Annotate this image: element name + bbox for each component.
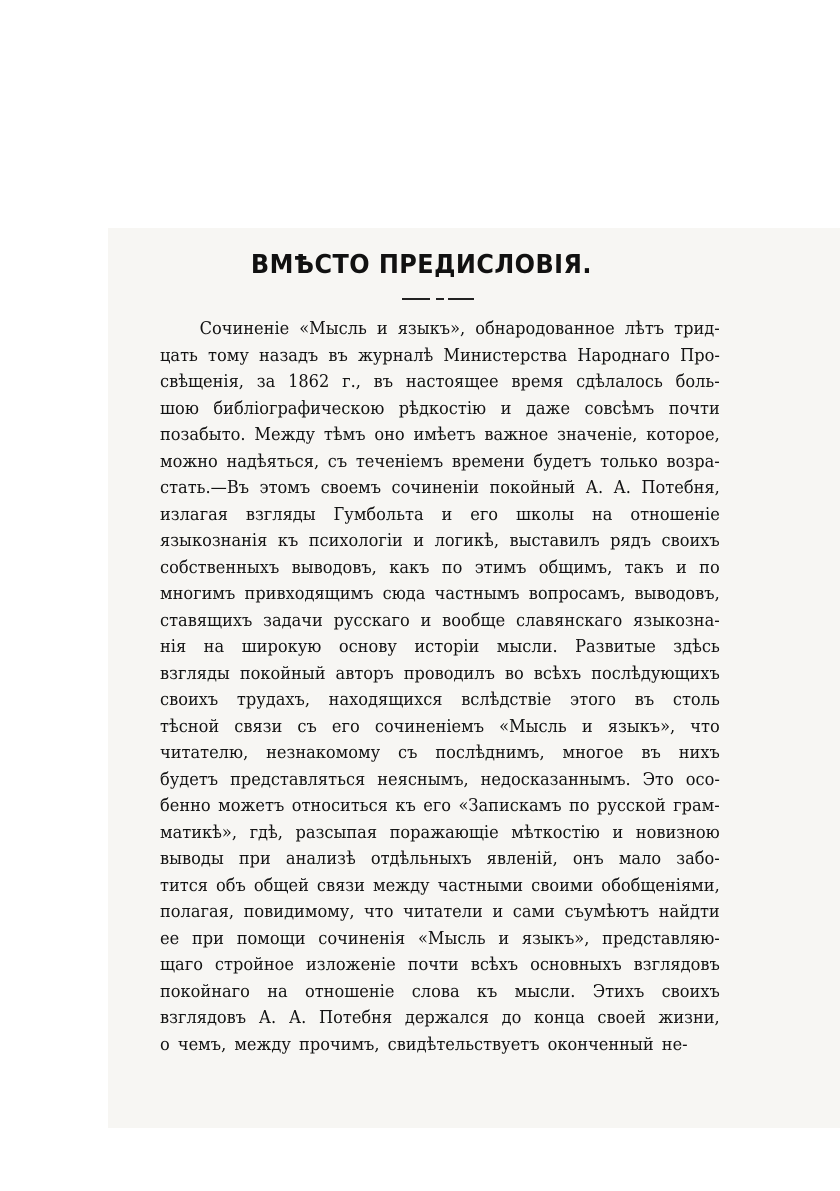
word: оно xyxy=(374,424,405,445)
word: покойный xyxy=(489,477,576,498)
word: по xyxy=(441,556,463,578)
word: А. xyxy=(585,477,604,498)
word: лѣтъ xyxy=(624,318,665,339)
word: ставящихъ xyxy=(160,609,253,631)
word: можетъ xyxy=(218,795,285,816)
word: забо- xyxy=(676,848,720,869)
word: задачи xyxy=(263,609,323,631)
word: между xyxy=(372,874,430,896)
word: тѣсной xyxy=(160,715,220,737)
text-line xyxy=(160,846,720,873)
word: которое, xyxy=(646,424,720,445)
word: находящихся xyxy=(328,689,443,710)
word: Министерства xyxy=(443,344,568,366)
word: объ xyxy=(216,874,246,896)
text-line xyxy=(160,767,720,794)
word: вслѣдствіе xyxy=(461,689,552,710)
word: языкъ», xyxy=(521,927,590,949)
word: покойнаго xyxy=(160,980,250,1002)
word: и xyxy=(492,901,504,922)
word: возра- xyxy=(666,450,720,472)
word: позабыто. xyxy=(160,424,246,445)
word: свѣщенія, xyxy=(160,371,244,392)
word: связи xyxy=(234,715,283,737)
word: Народнаго xyxy=(577,344,670,366)
word: своими xyxy=(531,874,594,896)
word: онъ xyxy=(572,848,604,869)
text-line xyxy=(160,581,720,608)
word: почти xyxy=(407,954,459,975)
word: авторъ xyxy=(335,662,394,684)
word: и xyxy=(581,715,593,737)
text-line xyxy=(160,555,720,582)
word: Развитые xyxy=(575,636,656,657)
word: всѣхъ xyxy=(470,954,519,975)
word: основныхъ xyxy=(530,954,622,975)
word: и xyxy=(420,609,432,631)
word: общей xyxy=(253,874,309,896)
word: надѣяться, xyxy=(226,450,320,472)
word: за xyxy=(256,371,276,392)
word: рядъ xyxy=(610,530,652,551)
word: языкозна- xyxy=(633,609,720,631)
word: Сочиненіе xyxy=(199,318,290,339)
word: что xyxy=(364,901,394,922)
word: языкознанія xyxy=(160,530,268,551)
word: недосказаннымъ. xyxy=(480,768,631,790)
word: осо- xyxy=(685,768,720,790)
word: выводовъ, xyxy=(291,556,377,578)
word: чемъ, xyxy=(177,1033,227,1055)
word: почти xyxy=(668,397,720,419)
word: «Мысль xyxy=(417,927,486,949)
text-line xyxy=(160,502,720,529)
word: гдѣ, xyxy=(249,821,283,843)
word: отношеніе xyxy=(630,503,720,525)
word: въ xyxy=(373,371,394,392)
word: частными xyxy=(437,874,524,896)
word: взгляды xyxy=(245,503,316,525)
word: стать.—Въ xyxy=(160,477,250,498)
text-line xyxy=(160,1032,720,1059)
word: совсѣмъ xyxy=(584,397,655,419)
word: читатели xyxy=(403,901,483,922)
word: изложеніе xyxy=(305,954,396,975)
word: цать xyxy=(160,344,198,366)
word: держался xyxy=(404,1007,489,1028)
word: языкъ», xyxy=(397,318,466,339)
word: Потебня, xyxy=(641,477,720,498)
word: на xyxy=(267,980,288,1002)
word: А. xyxy=(288,1007,307,1028)
word: съумѣютъ xyxy=(564,901,650,922)
word: значеніе, xyxy=(557,424,638,445)
word: при xyxy=(238,848,271,869)
page-title: ВМѢСТО ПРЕДИСЛОВІЯ. xyxy=(250,250,592,280)
text-line xyxy=(160,475,720,502)
word: и xyxy=(376,318,388,339)
word: помощи xyxy=(236,927,306,949)
word: его xyxy=(423,795,452,816)
word: конца xyxy=(534,1007,585,1028)
text-line xyxy=(160,899,720,926)
text-line xyxy=(160,449,720,476)
word: своихъ xyxy=(160,689,219,710)
word: шою xyxy=(160,397,199,419)
word: по xyxy=(568,795,590,816)
word: представляться xyxy=(230,768,366,790)
word: основу xyxy=(338,636,397,657)
word: между xyxy=(234,1033,291,1055)
word: собственныхъ xyxy=(160,556,280,578)
word: повидимому, xyxy=(243,901,355,922)
word: выставилъ xyxy=(509,530,600,551)
word: къ xyxy=(476,980,498,1002)
word: сочиненія xyxy=(318,927,406,949)
word: разсыпая xyxy=(295,821,378,843)
word: поражающіе xyxy=(389,821,499,843)
word: найдти xyxy=(658,901,720,922)
word: послѣднимъ, xyxy=(435,742,545,763)
text-line xyxy=(160,369,720,396)
text-line xyxy=(160,979,720,1006)
text-line xyxy=(160,793,720,820)
word: важное xyxy=(484,424,549,445)
word: прочимъ, xyxy=(299,1033,380,1055)
word: только xyxy=(600,450,658,472)
body-text xyxy=(160,316,720,1058)
word: тѣмъ xyxy=(323,424,366,445)
word: что xyxy=(690,715,720,737)
word: не- xyxy=(661,1033,688,1055)
word: взгляды xyxy=(160,662,230,684)
word: «Мысль xyxy=(299,318,367,339)
word: многое xyxy=(562,742,624,763)
word: этимъ xyxy=(474,556,527,578)
word: отдѣльныхъ xyxy=(370,848,472,869)
word: въ xyxy=(641,742,661,763)
word: своемъ xyxy=(320,477,382,498)
title-ornament-rule xyxy=(402,296,474,302)
text-line xyxy=(160,687,720,714)
word: мысли. xyxy=(514,980,576,1002)
text-line xyxy=(160,820,720,847)
word: «Мысль xyxy=(499,715,567,737)
word: логикѣ, xyxy=(434,530,499,551)
word: сдѣлалось xyxy=(576,371,663,392)
text-line xyxy=(160,873,720,900)
word: своихъ xyxy=(661,980,720,1002)
text-line xyxy=(160,316,720,343)
word: на xyxy=(203,636,225,657)
word: сочиненіи xyxy=(391,477,480,498)
word: съ xyxy=(327,450,348,472)
word: выводы xyxy=(160,848,224,869)
word: стройное xyxy=(214,954,295,975)
word: во xyxy=(504,662,524,684)
word: взглядовъ xyxy=(160,1007,247,1028)
text-line xyxy=(160,396,720,423)
word: языкъ», xyxy=(607,715,676,737)
word: нихъ xyxy=(678,742,720,763)
word: русской xyxy=(596,795,666,816)
word: и xyxy=(500,397,512,419)
word: общимъ, xyxy=(538,556,613,578)
word: такъ xyxy=(624,556,664,578)
word: будетъ xyxy=(533,450,592,472)
word: незнакомому xyxy=(266,742,381,763)
word: на xyxy=(591,503,613,525)
text-line xyxy=(160,714,720,741)
word: сюда xyxy=(382,583,426,604)
word: излагая xyxy=(160,503,228,525)
word: слова xyxy=(411,980,460,1002)
word: и xyxy=(441,503,453,525)
text-line xyxy=(160,952,720,979)
word: неяснымъ, xyxy=(377,768,469,790)
word: и xyxy=(676,556,687,578)
word: будетъ xyxy=(160,768,219,790)
word: мало xyxy=(618,848,662,869)
word: Это xyxy=(642,768,674,790)
word: многимъ xyxy=(160,583,236,604)
word: мѣткостію xyxy=(511,821,600,843)
word: столь xyxy=(672,689,720,710)
word: читателю, xyxy=(160,742,249,763)
word: времени xyxy=(451,450,525,472)
word: щаго xyxy=(160,954,203,975)
word: сами xyxy=(512,901,555,922)
word: можно xyxy=(160,450,218,472)
word: взглядовъ xyxy=(633,954,720,975)
word: 1862 xyxy=(288,371,330,392)
word: обнародованное xyxy=(475,318,615,339)
word: явленій, xyxy=(486,848,558,869)
word: время xyxy=(511,371,564,392)
word: относиться xyxy=(291,795,388,816)
word: широкую xyxy=(241,636,322,657)
word: нія xyxy=(160,636,187,657)
word: его xyxy=(331,715,360,737)
word: и xyxy=(612,821,624,843)
word: къ xyxy=(277,530,299,551)
word: Между xyxy=(254,424,316,445)
text-line xyxy=(160,528,720,555)
word: до xyxy=(501,1007,522,1028)
word: послѣдующихъ xyxy=(591,662,720,684)
text-line xyxy=(160,422,720,449)
word: связи xyxy=(316,874,365,896)
word: «Запискамъ xyxy=(458,795,562,816)
word: матикѣ», xyxy=(160,821,237,843)
word: назадъ xyxy=(259,344,319,366)
word: Потебня xyxy=(318,1007,393,1028)
word: здѣсь xyxy=(673,636,720,657)
word: его xyxy=(470,503,499,525)
word: о xyxy=(160,1033,170,1055)
word: даже xyxy=(525,397,571,419)
word: представляю- xyxy=(602,927,720,949)
word: славянскаго xyxy=(516,609,623,631)
word: сочиненіемъ xyxy=(374,715,485,737)
word: при xyxy=(191,927,224,949)
word: своихъ xyxy=(661,530,720,551)
word: всѣхъ xyxy=(533,662,582,684)
word: психологіи xyxy=(308,530,403,551)
word: трудахъ, xyxy=(236,689,310,710)
word: Про- xyxy=(680,344,720,366)
word: и xyxy=(498,927,510,949)
word: свидѣтельствуетъ xyxy=(387,1033,540,1055)
word: полагая, xyxy=(160,901,235,922)
word: рѣдкостію xyxy=(398,397,487,419)
word: оконченный xyxy=(547,1033,654,1055)
word: тится xyxy=(160,874,209,896)
word: русскаго xyxy=(333,609,410,631)
word: къ xyxy=(395,795,416,816)
word: боль- xyxy=(675,371,720,392)
word: тому xyxy=(208,344,249,366)
text-line xyxy=(160,343,720,370)
word: анализѣ xyxy=(285,848,356,869)
word: ее xyxy=(160,927,180,949)
word: съ xyxy=(297,715,317,737)
word: въ xyxy=(328,344,348,366)
word: мысли. xyxy=(496,636,558,657)
word: какъ xyxy=(389,556,430,578)
word: Гумбольта xyxy=(333,503,424,525)
word: по xyxy=(699,556,720,578)
text-line xyxy=(160,926,720,953)
word: исторіи xyxy=(414,636,480,657)
word: грам- xyxy=(673,795,720,816)
word: библіографическою xyxy=(213,397,385,419)
word: частнымъ xyxy=(434,583,520,604)
word: съ xyxy=(398,742,418,763)
word: г., xyxy=(342,371,361,392)
word: вопросамъ, xyxy=(528,583,626,604)
word: этого xyxy=(570,689,617,710)
word: Этихъ xyxy=(592,980,645,1002)
text-line xyxy=(160,634,720,661)
text-line xyxy=(160,740,720,767)
word: бенно xyxy=(160,795,211,816)
word: проводилъ xyxy=(403,662,495,684)
word: новизною xyxy=(635,821,720,843)
word: этомъ xyxy=(259,477,311,498)
text-line xyxy=(160,1005,720,1032)
word: покойный xyxy=(239,662,326,684)
word: настоящее xyxy=(405,371,499,392)
text-line xyxy=(160,608,720,635)
word: жизни, xyxy=(658,1007,720,1028)
word: выводовъ, xyxy=(634,583,720,604)
word: трид- xyxy=(674,318,720,339)
word: А. xyxy=(613,477,631,498)
word: вообще xyxy=(442,609,506,631)
word: имѣетъ xyxy=(413,424,476,445)
word: привходящимъ xyxy=(244,583,374,604)
word: школы xyxy=(515,503,575,525)
word: въ xyxy=(634,689,655,710)
word: своей xyxy=(597,1007,646,1028)
word: А. xyxy=(258,1007,277,1028)
text-line xyxy=(160,661,720,688)
word: теченіемъ xyxy=(355,450,444,472)
word: журналѣ xyxy=(357,344,434,366)
word: отношеніе xyxy=(304,980,395,1002)
word: и xyxy=(413,530,425,551)
word: обобщеніями, xyxy=(601,874,720,896)
